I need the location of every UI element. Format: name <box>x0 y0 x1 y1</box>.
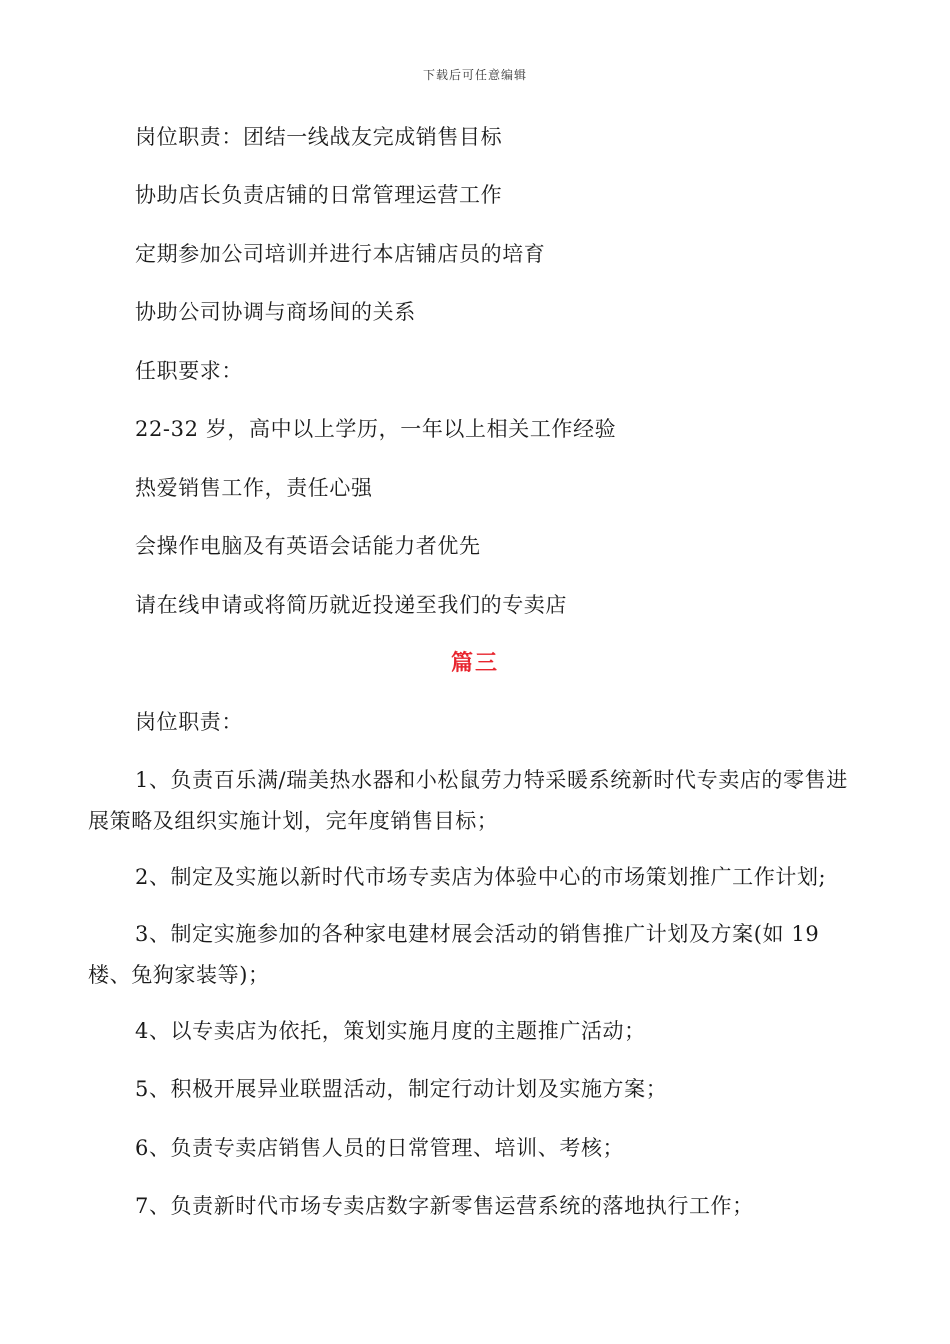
duty-paragraph: 7、负责新时代市场专卖店数字新零售运营系统的落地执行工作； <box>135 1194 754 1218</box>
requirement-item: 22-32 岁，高中以上学历，一年以上相关工作经验 <box>135 417 617 441</box>
duty-heading: 岗位职责： <box>135 710 243 734</box>
duty-paragraph: 4、以专卖店为依托，策划实施月度的主题推广活动； <box>135 1019 646 1043</box>
duty-paragraph: 3、制定实施参加的各种家电建材展会活动的销售推广计划及方案(如 19 楼、兔狗家装等)； <box>88 922 820 987</box>
duty-paragraph: 6、负责专卖店销售人员的日常管理、培训、考核； <box>135 1136 625 1160</box>
requirement-item: 热爱销售工作，责任心强 <box>135 476 373 500</box>
duty-item: 协助店长负责店铺的日常管理运营工作 <box>135 183 503 207</box>
requirement-item: 请在线申请或将简历就近投递至我们的专卖店 <box>135 593 567 617</box>
duty-paragraph: 5、积极开展异业联盟活动，制定行动计划及实施方案； <box>135 1077 668 1101</box>
duty-line: 岗位职责：团结一线战友完成销售目标 <box>135 125 503 149</box>
duty-paragraph: 1、负责百乐满/瑞美热水器和小松鼠劳力特采暖系统新时代专卖店的零售进展策略及组织实施计划，完年度销售目标； <box>88 768 848 833</box>
duty-paragraph: 2、制定及实施以新时代市场专卖店为体验中心的市场策划推广工作计划; <box>135 865 827 889</box>
requirement-item: 会操作电脑及有英语会话能力者优先 <box>135 534 481 558</box>
section-title: 篇三 <box>450 650 499 676</box>
duty-item: 定期参加公司培训并进行本店铺店员的培育 <box>135 242 546 266</box>
duty-item: 协助公司协调与商场间的关系 <box>135 300 416 324</box>
requirement-heading: 任职要求： <box>135 359 243 383</box>
header-note: 下载后可任意编辑 <box>422 68 527 82</box>
